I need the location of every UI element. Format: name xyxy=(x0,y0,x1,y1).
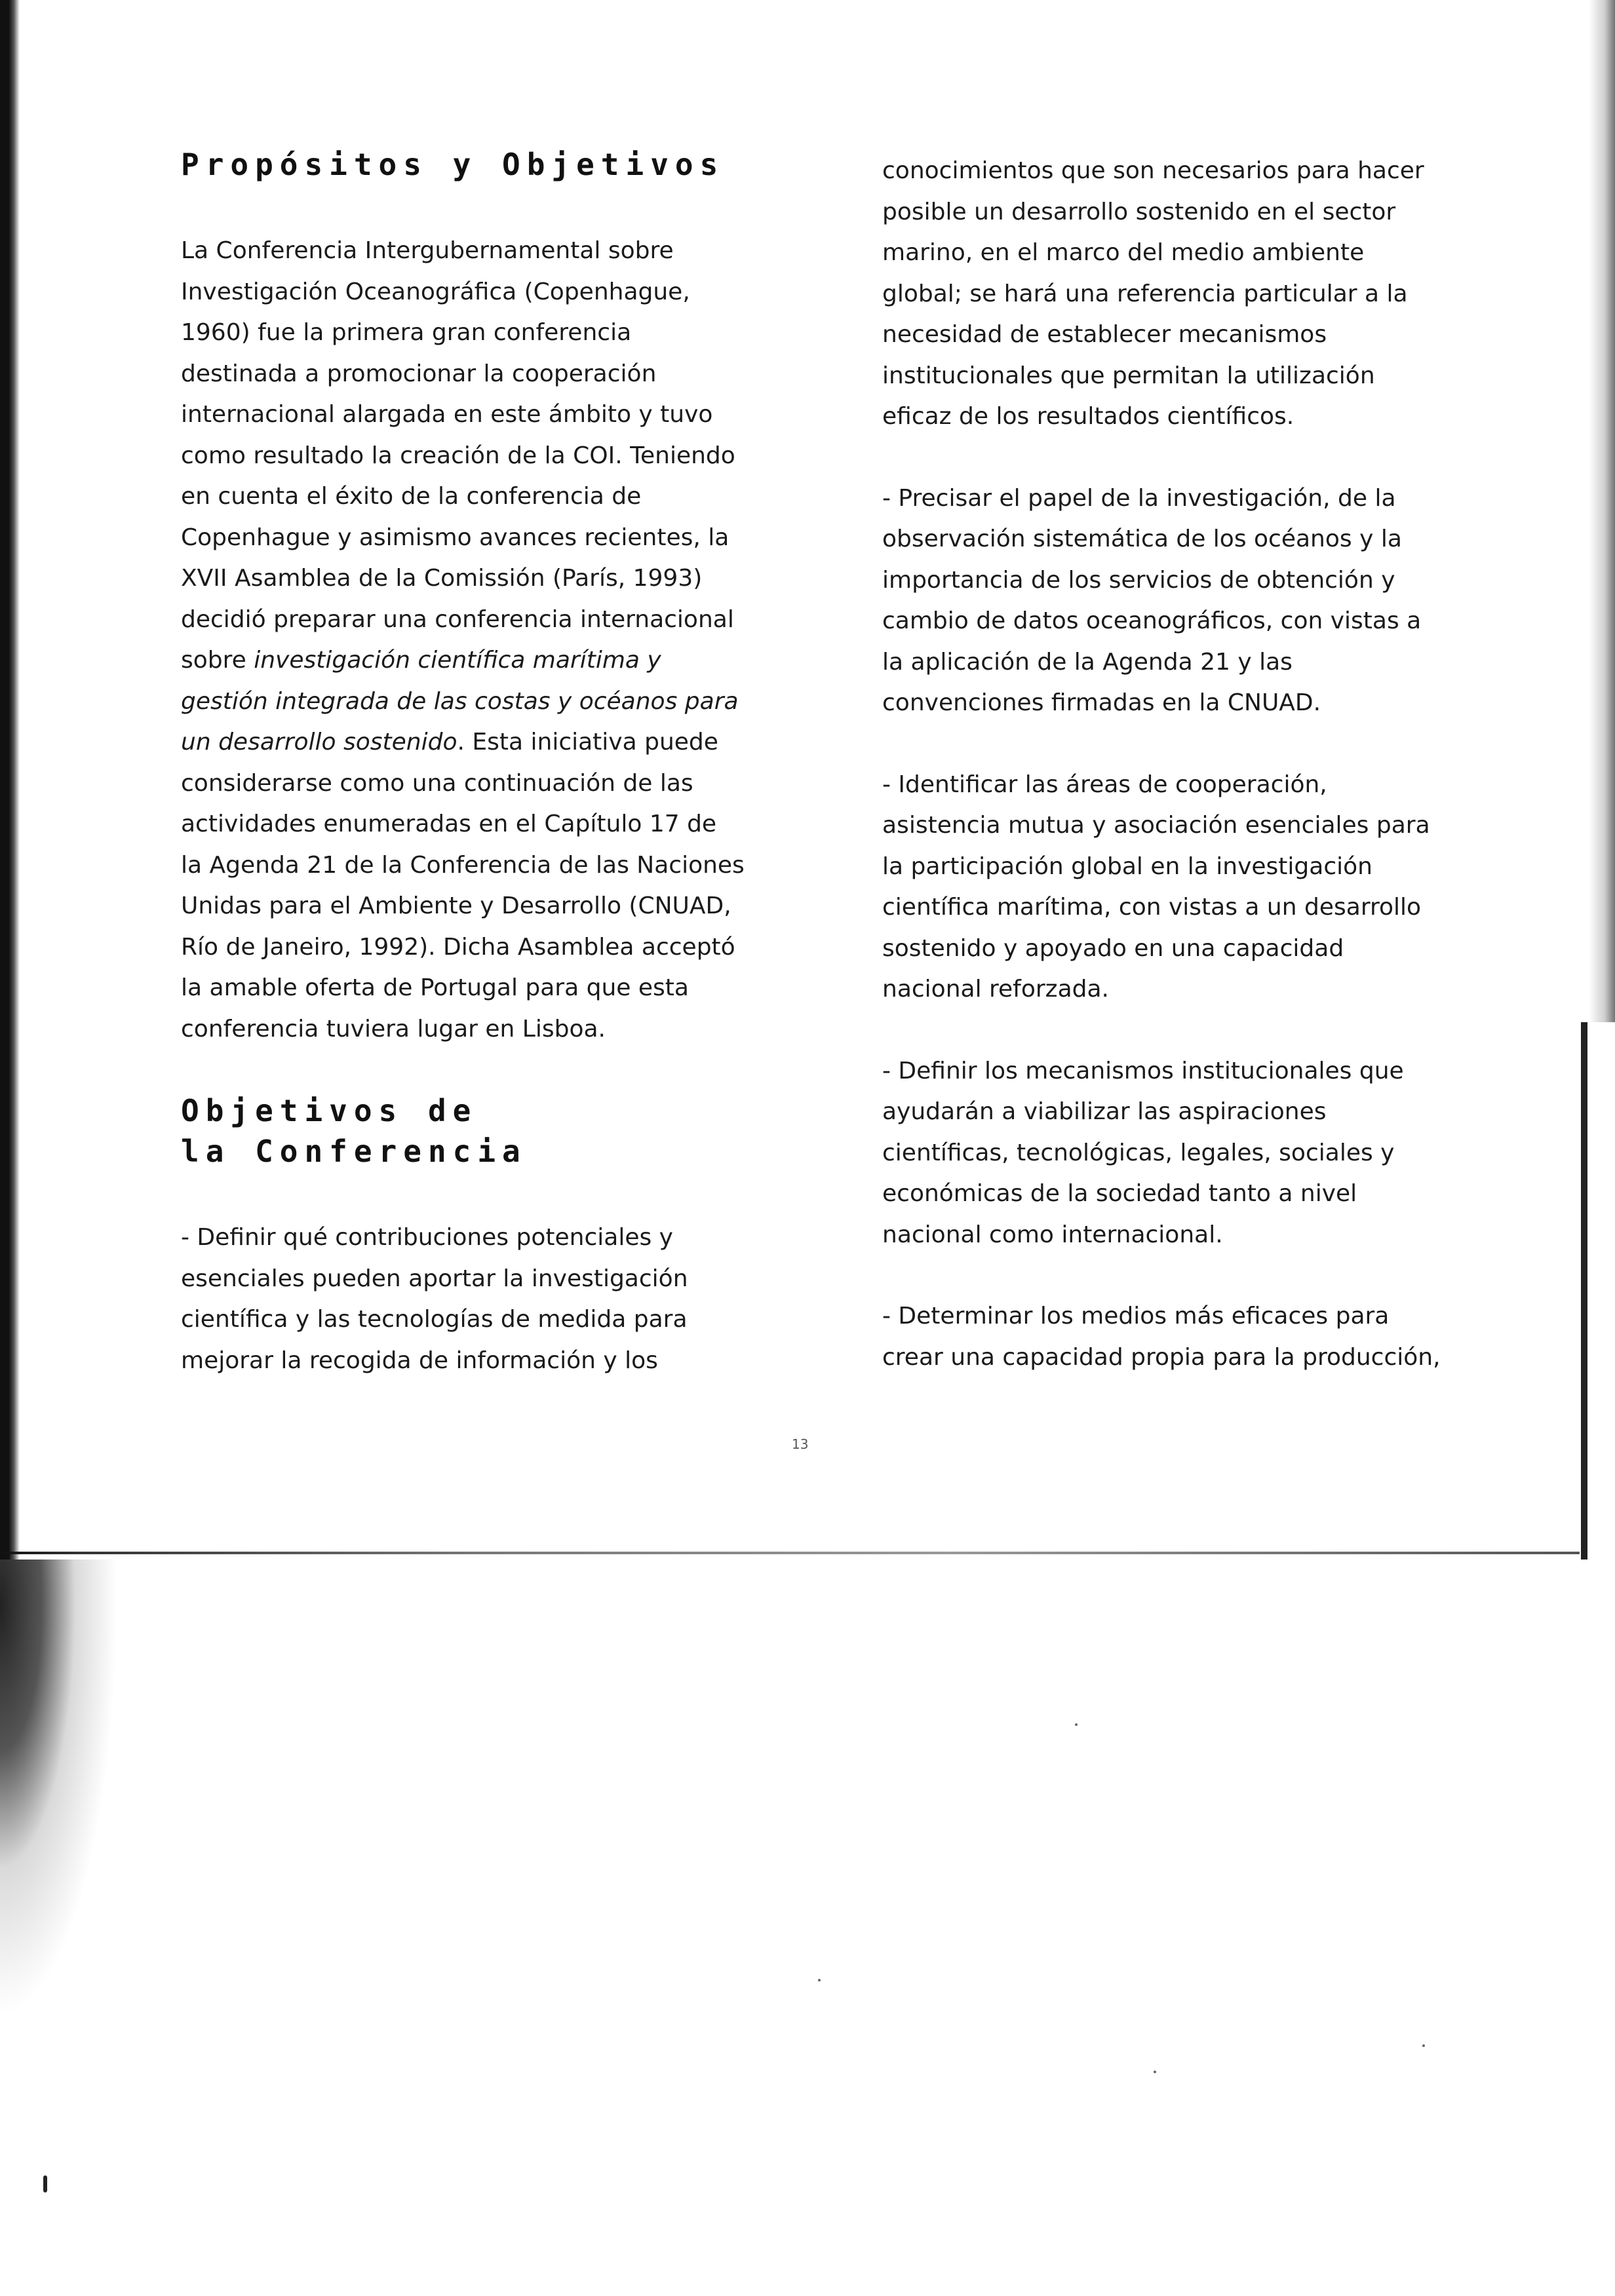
scan-shadow-left xyxy=(0,0,20,1559)
page-bottom-edge-line xyxy=(0,1552,1580,1554)
section-heading-objectives: Objetivos de la Conferencia xyxy=(181,1093,527,1169)
page-number: 13 xyxy=(792,1436,809,1452)
scan-edge-bar-right xyxy=(1581,1022,1587,1559)
section-heading-purposes: Propósitos y Objetivos xyxy=(181,147,725,182)
objective-3: - Identificar las áreas de cooperación, asistencia mutua y asociación esenciales para la participación global en la investigación científica marítima, con vistas a un desarrollo sostenido y apoyado en una capacidad nacional reforzada. xyxy=(882,771,1430,1003)
intro-text-part-2: . Esta iniciativa puede considerarse como una continuación de las actividades enumeradas en el Capítulo 17 de la Agenda 21 de la Conferencia de las Naciones Unidas para el Ambiente y Desarrollo (CNUAD, Río de Janeiro, 1992). Dicha Asamblea acceptó la amable oferta de Portugal para que esta conferencia tuviera lugar en Lisboa. xyxy=(181,729,745,1043)
intro-text-part-1: La Conferencia Intergubernamental sobre Investigación Oceanográfica (Copenhague, 1960) fue la primera gran conferencia destinada a promocionar la cooperación internacional alargada en este ámbito y tuvo como resultado la creación de la COI. Teniendo en cuenta el éxito de la conferencia de Copenhague y asimismo avances recientes, la XVII Asamblea de la Comissión (París, 1993) decidió preparar una conferencia internacional sobre xyxy=(181,237,735,674)
objective-1-end: conocimientos que son necesarios para hacer posible un desarrollo sostenido en el sector marino, en el marco del medio ambiente global; se hará una referencia particular a la necesidad de establecer mecanismos institucionales que permitan la utilización eficaz de los resultados científicos. xyxy=(882,157,1424,430)
scan-speck xyxy=(1075,1723,1078,1726)
objective-4: - Definir los mecanismos institucionales que ayudarán a viabilizar las aspiraciones científicas, tecnológicas, legales, sociales y económicas de la sociedad tanto a nivel nacional como internacional. xyxy=(882,1057,1404,1248)
scan-speck xyxy=(818,1979,821,1981)
scan-speck xyxy=(1154,2071,1156,2073)
intro-paragraph xyxy=(181,231,745,1050)
scan-shadow-right xyxy=(1589,0,1615,1022)
right-column xyxy=(882,151,1446,1419)
intro-italic-title: investigación científica marítima y gestión integrada de las costas y océanos para un desarrollo sostenido xyxy=(181,647,739,756)
objective-1-start: - Definir qué contribuciones potenciales y esenciales pueden aportar la investigación científica y las tecnologías de medida para mejorar la recogida de información y los xyxy=(181,1224,688,1374)
scan-speck xyxy=(43,2175,47,2192)
scan-shadow-left-lower xyxy=(0,1559,118,2018)
left-column xyxy=(181,144,745,1422)
scan-speck xyxy=(1422,2044,1425,2047)
objective-2: - Precisar el papel de la investigación, de la observación sistemática de los océanos y la importancia de los servicios de obtención y cambio de datos oceanográficos, con vistas a la aplicación de la Agenda 21 y las convenciones firmadas en la CNUAD. xyxy=(882,484,1422,716)
objective-5-start: - Determinar los medios más eficaces para crear una capacidad propia para la producción, xyxy=(882,1303,1441,1371)
